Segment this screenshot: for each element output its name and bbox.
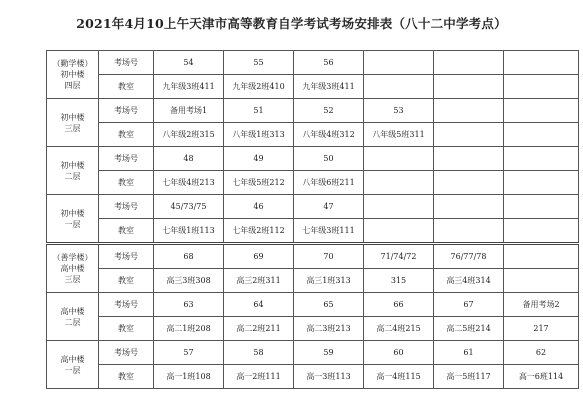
exam-room-cell: 备用考场2: [504, 293, 579, 317]
classroom-label: 教室: [99, 365, 154, 389]
building-label: 四层: [64, 81, 81, 90]
building-label: 一层: [64, 219, 81, 229]
exam-room-cell: [434, 99, 504, 123]
exam-room-cell: 53: [364, 99, 434, 123]
exam-room-cell: 66: [364, 293, 434, 317]
table-row: [47, 171, 579, 195]
classroom-cell: 七年级3班111: [294, 219, 364, 244]
exam-room-cell: [504, 195, 579, 219]
table-row: [47, 365, 579, 389]
classroom-cell: 高二1班208: [154, 317, 224, 341]
exam-room-cell: [434, 195, 504, 219]
exam-room-cell: 55: [224, 51, 294, 75]
table-row: [47, 269, 579, 293]
classroom-cell: 高二5班214: [434, 317, 504, 341]
classroom-cell: 高三1班313: [294, 269, 364, 293]
classroom-label: 教室: [99, 219, 154, 244]
classroom-cell: 八年级4班312: [294, 123, 364, 147]
exam-room-cell: 71/74/72: [364, 244, 434, 269]
table-row: [47, 75, 579, 99]
building-label: 高中楼: [60, 306, 85, 316]
exam-room-cell: 59: [294, 341, 364, 365]
building-label: 初中楼: [60, 70, 85, 79]
classroom-cell: 315: [364, 269, 434, 293]
exam-room-cell: 68: [154, 244, 224, 269]
table-row: [47, 317, 579, 341]
exam-room-cell: 61: [434, 341, 504, 365]
exam-room-label: 考场号: [99, 99, 154, 123]
classroom-cell: [364, 171, 434, 195]
exam-room-label: 考场号: [99, 293, 154, 317]
table-row: [47, 244, 579, 269]
exam-room-cell: [364, 51, 434, 75]
building-floor-cell: [47, 293, 99, 341]
exam-room-cell: [504, 99, 579, 123]
page-title: 2021年4月10上午天津市高等教育自学考试考场安排表（八十二中学考点）: [76, 16, 507, 31]
building-floor-cell: [47, 195, 99, 244]
classroom-cell: [504, 269, 579, 293]
exam-room-cell: 58: [224, 341, 294, 365]
exam-room-cell: 67: [434, 293, 504, 317]
building-label: 初中楼: [60, 208, 85, 218]
classroom-cell: 高一6班114: [504, 365, 579, 389]
exam-room-cell: [434, 51, 504, 75]
building-label: 初中楼: [60, 112, 85, 122]
building-label: 二层: [64, 171, 81, 181]
classroom-cell: 高一4班115: [364, 365, 434, 389]
classroom-cell: 八年级6班211: [294, 171, 364, 195]
classroom-cell: 九年级2班410: [224, 75, 294, 99]
exam-room-cell: 64: [224, 293, 294, 317]
classroom-cell: 高三2班311: [224, 269, 294, 293]
exam-room-cell: 50: [294, 147, 364, 171]
classroom-cell: 217: [504, 317, 579, 341]
classroom-cell: [434, 75, 504, 99]
classroom-label: 教室: [99, 75, 154, 99]
table-row: [47, 219, 579, 244]
exam-room-cell: 51: [224, 99, 294, 123]
table-row: [47, 99, 579, 123]
classroom-cell: 七年级5班212: [224, 171, 294, 195]
table-row: [47, 51, 579, 75]
exam-room-cell: [504, 244, 579, 269]
classroom-label: 教室: [99, 171, 154, 195]
building-floor-cell: [47, 341, 99, 389]
exam-room-label: 考场号: [99, 195, 154, 219]
exam-room-cell: 60: [364, 341, 434, 365]
exam-room-label: 考场号: [99, 51, 154, 75]
classroom-cell: 高二2班211: [224, 317, 294, 341]
building-floor-cell: [47, 147, 99, 195]
classroom-cell: [364, 75, 434, 99]
building-label: 二层: [64, 317, 81, 327]
classroom-cell: 九年级3班411: [154, 75, 224, 99]
exam-room-cell: [364, 195, 434, 219]
exam-room-cell: 48: [154, 147, 224, 171]
exam-room-cell: 63: [154, 293, 224, 317]
building-label: 初中楼: [60, 160, 85, 170]
exam-room-cell: 70: [294, 244, 364, 269]
exam-room-cell: [504, 51, 579, 75]
schedule-body: [47, 51, 579, 389]
building-label: 高中楼: [60, 354, 85, 364]
table-row: [47, 293, 579, 317]
classroom-cell: 八年级5班311: [364, 123, 434, 147]
exam-room-cell: 62: [504, 341, 579, 365]
classroom-label: 教室: [99, 123, 154, 147]
exam-room-cell: 65: [294, 293, 364, 317]
classroom-cell: [504, 171, 579, 195]
classroom-label: 教室: [99, 317, 154, 341]
classroom-cell: 高二4班215: [364, 317, 434, 341]
exam-room-cell: 49: [224, 147, 294, 171]
table-row: [47, 195, 579, 219]
classroom-cell: 七年级2班112: [224, 219, 294, 244]
exam-room-cell: 54: [154, 51, 224, 75]
exam-room-label: 考场号: [99, 341, 154, 365]
classroom-cell: 高一3班113: [294, 365, 364, 389]
classroom-cell: 高三4班314: [434, 269, 504, 293]
exam-room-cell: [434, 147, 504, 171]
classroom-cell: 高三3班308: [154, 269, 224, 293]
classroom-cell: 高一1班108: [154, 365, 224, 389]
building-label: 高中楼: [60, 264, 85, 273]
building-label: （勤学楼）: [52, 59, 93, 68]
building-floor-cell: [47, 51, 99, 99]
classroom-cell: [434, 123, 504, 147]
table-row: [47, 147, 579, 171]
classroom-cell: 七年级1班113: [154, 219, 224, 244]
table-row: [47, 123, 579, 147]
exam-schedule-table: [46, 50, 579, 389]
classroom-cell: 九年级3班411: [294, 75, 364, 99]
classroom-cell: 八年级2班315: [154, 123, 224, 147]
classroom-cell: 八年级1班313: [224, 123, 294, 147]
building-label: 一层: [64, 365, 81, 375]
exam-room-cell: 69: [224, 244, 294, 269]
exam-room-cell: 备用考场1: [154, 99, 224, 123]
classroom-cell: [504, 75, 579, 99]
exam-room-label: 考场号: [99, 147, 154, 171]
classroom-cell: 高一2班111: [224, 365, 294, 389]
building-label: （善学楼）: [52, 253, 93, 262]
building-label: 三层: [64, 275, 81, 284]
exam-room-cell: 56: [294, 51, 364, 75]
building-label: 三层: [64, 123, 81, 133]
classroom-cell: 高一5班117: [434, 365, 504, 389]
classroom-cell: [434, 171, 504, 195]
classroom-cell: 七年级4班213: [154, 171, 224, 195]
exam-room-cell: 52: [294, 99, 364, 123]
classroom-cell: 高二3班213: [294, 317, 364, 341]
classroom-cell: [434, 219, 504, 244]
classroom-cell: [504, 123, 579, 147]
building-floor-cell: [47, 99, 99, 147]
exam-room-label: 考场号: [99, 244, 154, 269]
classroom-cell: [504, 219, 579, 244]
exam-room-cell: [364, 147, 434, 171]
exam-room-cell: 57: [154, 341, 224, 365]
exam-room-cell: [504, 147, 579, 171]
classroom-cell: [364, 219, 434, 244]
classroom-label: 教室: [99, 269, 154, 293]
exam-room-cell: 46: [224, 195, 294, 219]
exam-room-cell: 76/77/78: [434, 244, 504, 269]
building-floor-cell: [47, 244, 99, 293]
exam-room-cell: 45/73/75: [154, 195, 224, 219]
exam-room-cell: 47: [294, 195, 364, 219]
table-row: [47, 341, 579, 365]
